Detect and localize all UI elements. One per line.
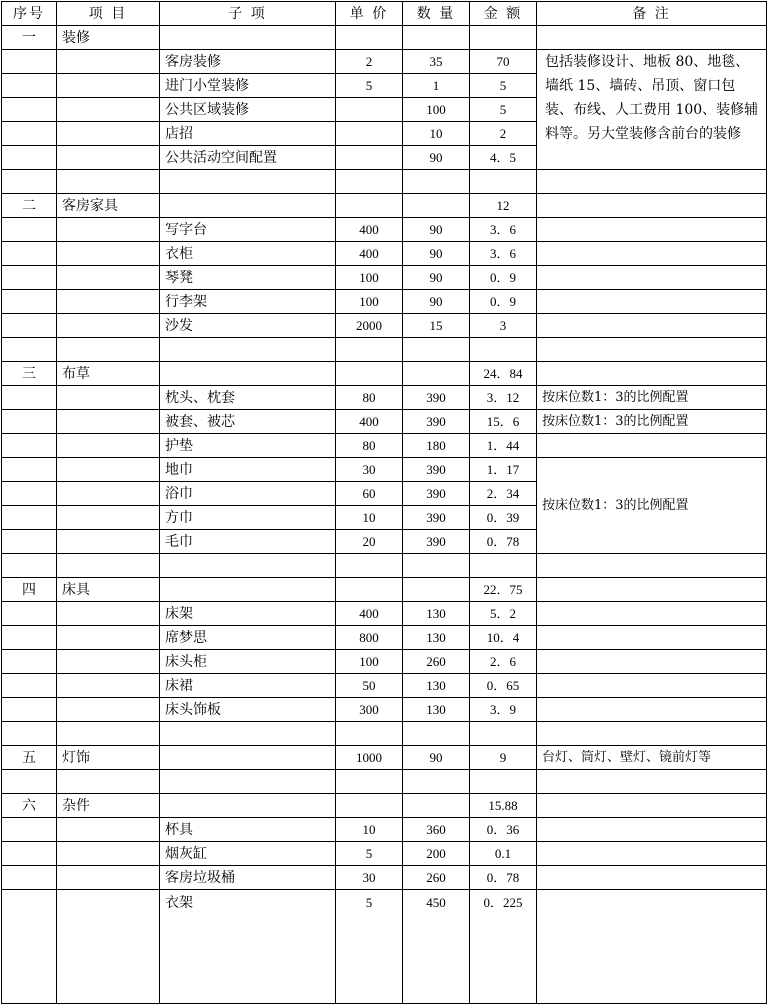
section-qty	[403, 578, 470, 602]
item-name: 烟灰缸	[160, 842, 336, 866]
section-subitem	[160, 194, 336, 218]
section-qty	[403, 794, 470, 818]
item-qty: 450	[403, 890, 470, 1004]
header-row	[2, 2, 767, 26]
item-name: 客房垃圾桶	[160, 866, 336, 890]
item-name: 衣架	[160, 890, 336, 1004]
item-no	[2, 314, 57, 338]
item-category	[57, 410, 160, 434]
item-name: 公共活动空间配置	[160, 146, 336, 170]
section-note: 台灯、筒灯、壁灯、镜前灯等	[537, 746, 767, 770]
item-amount: 5．2	[470, 602, 537, 626]
item-price: 80	[336, 386, 403, 410]
item-name: 写字台	[160, 218, 336, 242]
blank-row	[2, 170, 767, 194]
item-name: 公共区域装修	[160, 98, 336, 122]
item-category	[57, 74, 160, 98]
section-name: 杂件	[57, 794, 160, 818]
section-no: 三	[2, 362, 57, 386]
blank-cell	[336, 338, 403, 362]
blank-cell	[470, 170, 537, 194]
blank-row	[2, 722, 767, 746]
header-amount: 金 额	[470, 2, 537, 26]
section-qty	[403, 362, 470, 386]
item-name: 床头饰板	[160, 698, 336, 722]
header-subitem: 子 项	[160, 2, 336, 26]
item-qty: 390	[403, 386, 470, 410]
section-row	[2, 794, 767, 818]
blank-row	[2, 338, 767, 362]
section-note	[537, 362, 767, 386]
item-name: 杯具	[160, 818, 336, 842]
item-no	[2, 50, 57, 74]
item-no	[2, 626, 57, 650]
header-qty: 数 量	[403, 2, 470, 26]
section-amount: 24．84	[470, 362, 537, 386]
blank-cell	[2, 338, 57, 362]
item-qty: 180	[403, 434, 470, 458]
item-no	[2, 98, 57, 122]
item-category	[57, 50, 160, 74]
item-amount: 10．4	[470, 626, 537, 650]
item-price: 30	[336, 458, 403, 482]
blank-cell	[470, 722, 537, 746]
item-amount: 3．6	[470, 242, 537, 266]
item-no	[2, 842, 57, 866]
section-name: 客房家具	[57, 194, 160, 218]
item-no	[2, 290, 57, 314]
item-no	[2, 218, 57, 242]
item-row	[2, 218, 767, 242]
item-qty: 390	[403, 410, 470, 434]
item-category	[57, 434, 160, 458]
section-price	[336, 794, 403, 818]
item-note	[537, 602, 767, 626]
section-qty	[403, 194, 470, 218]
blank-cell	[57, 554, 160, 578]
item-row	[2, 386, 767, 410]
item-category	[57, 530, 160, 554]
item-qty: 260	[403, 650, 470, 674]
item-note	[537, 242, 767, 266]
item-category	[57, 698, 160, 722]
item-note	[537, 290, 767, 314]
item-row	[2, 50, 767, 74]
item-note: 包括装修设计、地板 80、地毯、墙纸 15、墙砖、吊顶、窗口包装、布线、人工费用 100、装修辅料等。另大堂装修含前台的装修	[537, 50, 767, 170]
item-qty: 100	[403, 98, 470, 122]
item-amount: 3．12	[470, 386, 537, 410]
section-row	[2, 194, 767, 218]
section-no: 六	[2, 794, 57, 818]
section-name: 装修	[57, 26, 160, 50]
blank-cell	[537, 770, 767, 794]
section-note	[537, 578, 767, 602]
blank-cell	[57, 722, 160, 746]
item-price: 2	[336, 50, 403, 74]
blank-cell	[336, 770, 403, 794]
blank-cell	[336, 170, 403, 194]
section-row	[2, 578, 767, 602]
item-note	[537, 266, 767, 290]
item-no	[2, 698, 57, 722]
blank-cell	[403, 338, 470, 362]
blank-cell	[470, 338, 537, 362]
item-category	[57, 386, 160, 410]
section-note	[537, 194, 767, 218]
item-row	[2, 674, 767, 698]
item-row	[2, 626, 767, 650]
budget-table	[1, 1, 767, 1004]
section-row	[2, 26, 767, 50]
blank-cell	[537, 170, 767, 194]
item-name: 客房装修	[160, 50, 336, 74]
item-name: 琴凳	[160, 266, 336, 290]
section-price	[336, 194, 403, 218]
blank-cell	[336, 722, 403, 746]
item-row	[2, 290, 767, 314]
item-price: 60	[336, 482, 403, 506]
item-amount: 0．65	[470, 674, 537, 698]
item-no	[2, 650, 57, 674]
item-row	[2, 842, 767, 866]
item-row	[2, 434, 767, 458]
section-note	[537, 26, 767, 50]
item-name: 店招	[160, 122, 336, 146]
item-price: 2000	[336, 314, 403, 338]
blank-cell	[160, 554, 336, 578]
item-price: 100	[336, 650, 403, 674]
item-name: 护垫	[160, 434, 336, 458]
blank-cell	[403, 770, 470, 794]
item-no	[2, 146, 57, 170]
item-price: 400	[336, 218, 403, 242]
blank-row	[2, 554, 767, 578]
item-price: 100	[336, 266, 403, 290]
item-category	[57, 842, 160, 866]
item-price: 50	[336, 674, 403, 698]
item-amount: 70	[470, 50, 537, 74]
item-qty: 390	[403, 506, 470, 530]
item-no	[2, 674, 57, 698]
blank-cell	[470, 554, 537, 578]
item-qty: 130	[403, 626, 470, 650]
item-row	[2, 410, 767, 434]
item-category	[57, 314, 160, 338]
item-price: 80	[336, 434, 403, 458]
section-subitem	[160, 578, 336, 602]
item-amount: 2．6	[470, 650, 537, 674]
item-name: 行李架	[160, 290, 336, 314]
item-category	[57, 890, 160, 1004]
item-no	[2, 866, 57, 890]
blank-cell	[470, 770, 537, 794]
section-name: 床具	[57, 578, 160, 602]
section-no: 二	[2, 194, 57, 218]
item-note	[537, 674, 767, 698]
item-amount: 0．36	[470, 818, 537, 842]
blank-cell	[336, 554, 403, 578]
section-no: 五	[2, 746, 57, 770]
item-category	[57, 98, 160, 122]
item-price: 5	[336, 842, 403, 866]
item-price	[336, 146, 403, 170]
item-price: 400	[336, 410, 403, 434]
section-price	[336, 26, 403, 50]
item-qty: 90	[403, 146, 470, 170]
item-amount: 15．6	[470, 410, 537, 434]
item-row	[2, 698, 767, 722]
section-qty	[403, 26, 470, 50]
blank-row	[2, 770, 767, 794]
item-no	[2, 506, 57, 530]
item-price: 800	[336, 626, 403, 650]
item-amount: 0．9	[470, 266, 537, 290]
section-amount	[470, 26, 537, 50]
item-amount: 1．17	[470, 458, 537, 482]
section-amount: 9	[470, 746, 537, 770]
blank-cell	[403, 722, 470, 746]
item-price: 10	[336, 506, 403, 530]
blank-cell	[160, 170, 336, 194]
item-note	[537, 434, 767, 458]
item-name: 衣柜	[160, 242, 336, 266]
blank-cell	[2, 722, 57, 746]
blank-cell	[160, 722, 336, 746]
item-qty: 1	[403, 74, 470, 98]
item-amount: 3．9	[470, 698, 537, 722]
blank-cell	[537, 554, 767, 578]
item-row	[2, 314, 767, 338]
item-note	[537, 626, 767, 650]
item-no	[2, 890, 57, 1004]
section-price	[336, 362, 403, 386]
item-name: 被套、被芯	[160, 410, 336, 434]
section-qty: 90	[403, 746, 470, 770]
item-qty: 260	[403, 866, 470, 890]
item-category	[57, 650, 160, 674]
blank-cell	[57, 770, 160, 794]
item-row	[2, 242, 767, 266]
section-name: 布草	[57, 362, 160, 386]
section-note	[537, 794, 767, 818]
section-no: 四	[2, 578, 57, 602]
item-amount: 5	[470, 98, 537, 122]
item-note	[537, 218, 767, 242]
item-name: 方巾	[160, 506, 336, 530]
item-price: 5	[336, 890, 403, 1004]
item-note	[537, 650, 767, 674]
item-qty: 90	[403, 266, 470, 290]
blank-cell	[403, 170, 470, 194]
item-name: 床架	[160, 602, 336, 626]
item-qty: 390	[403, 458, 470, 482]
header-note: 备 注	[537, 2, 767, 26]
item-qty: 390	[403, 482, 470, 506]
blank-cell	[2, 554, 57, 578]
section-no: 一	[2, 26, 57, 50]
item-amount: 0．39	[470, 506, 537, 530]
item-note	[537, 314, 767, 338]
blank-cell	[537, 722, 767, 746]
item-amount: 1．44	[470, 434, 537, 458]
item-amount: 4．5	[470, 146, 537, 170]
item-name: 床裙	[160, 674, 336, 698]
item-price: 20	[336, 530, 403, 554]
item-qty: 10	[403, 122, 470, 146]
item-name: 床头柜	[160, 650, 336, 674]
item-name: 沙发	[160, 314, 336, 338]
item-name: 浴巾	[160, 482, 336, 506]
section-name: 灯饰	[57, 746, 160, 770]
item-qty: 15	[403, 314, 470, 338]
item-amount: 3．6	[470, 218, 537, 242]
item-qty: 90	[403, 242, 470, 266]
item-no	[2, 530, 57, 554]
item-note: 按床位数1：3的比例配置	[537, 410, 767, 434]
item-qty: 90	[403, 218, 470, 242]
item-price: 30	[336, 866, 403, 890]
blank-cell	[2, 770, 57, 794]
item-note: 按床位数1：3的比例配置	[537, 458, 767, 554]
item-note	[537, 890, 767, 1004]
item-name: 毛巾	[160, 530, 336, 554]
item-amount: 0.1	[470, 842, 537, 866]
item-category	[57, 602, 160, 626]
item-qty: 130	[403, 602, 470, 626]
item-price	[336, 98, 403, 122]
item-amount: 3	[470, 314, 537, 338]
item-category	[57, 122, 160, 146]
item-amount: 2	[470, 122, 537, 146]
section-subitem	[160, 26, 336, 50]
item-price: 300	[336, 698, 403, 722]
item-amount: 0．225	[470, 890, 537, 1004]
item-qty: 200	[403, 842, 470, 866]
item-qty: 90	[403, 290, 470, 314]
item-category	[57, 218, 160, 242]
item-note	[537, 866, 767, 890]
item-category	[57, 626, 160, 650]
blank-cell	[57, 338, 160, 362]
item-row	[2, 866, 767, 890]
item-no	[2, 818, 57, 842]
item-no	[2, 266, 57, 290]
blank-cell	[160, 338, 336, 362]
item-category	[57, 818, 160, 842]
item-qty: 130	[403, 698, 470, 722]
item-qty: 130	[403, 674, 470, 698]
item-amount: 5	[470, 74, 537, 98]
item-qty: 360	[403, 818, 470, 842]
section-amount: 15.88	[470, 794, 537, 818]
item-amount: 0．78	[470, 866, 537, 890]
blank-cell	[2, 170, 57, 194]
item-price: 400	[336, 242, 403, 266]
item-category	[57, 266, 160, 290]
section-subitem	[160, 794, 336, 818]
item-category	[57, 458, 160, 482]
blank-cell	[160, 770, 336, 794]
section-row	[2, 362, 767, 386]
section-subitem	[160, 362, 336, 386]
item-no	[2, 410, 57, 434]
item-name: 进门小堂装修	[160, 74, 336, 98]
item-category	[57, 506, 160, 530]
item-category	[57, 146, 160, 170]
item-price: 400	[336, 602, 403, 626]
item-no	[2, 458, 57, 482]
item-no	[2, 122, 57, 146]
blank-cell	[537, 338, 767, 362]
section-subitem	[160, 746, 336, 770]
item-row	[2, 266, 767, 290]
item-price	[336, 122, 403, 146]
item-no	[2, 602, 57, 626]
item-category	[57, 482, 160, 506]
header-no: 序号	[2, 2, 57, 26]
item-qty: 390	[403, 530, 470, 554]
header-item: 项 目	[57, 2, 160, 26]
item-row	[2, 602, 767, 626]
item-name: 席梦思	[160, 626, 336, 650]
header-price: 单 价	[336, 2, 403, 26]
item-amount: 2．34	[470, 482, 537, 506]
blank-cell	[57, 170, 160, 194]
item-price: 5	[336, 74, 403, 98]
item-qty: 35	[403, 50, 470, 74]
item-name: 枕头、枕套	[160, 386, 336, 410]
item-amount: 0．9	[470, 290, 537, 314]
item-name: 地巾	[160, 458, 336, 482]
section-amount: 12	[470, 194, 537, 218]
item-category	[57, 290, 160, 314]
item-price: 100	[336, 290, 403, 314]
budget-table-body	[2, 2, 767, 1004]
item-note: 按床位数1：3的比例配置	[537, 386, 767, 410]
item-row	[2, 890, 767, 1004]
item-row	[2, 458, 767, 482]
item-note	[537, 842, 767, 866]
item-no	[2, 386, 57, 410]
blank-cell	[403, 554, 470, 578]
section-amount: 22．75	[470, 578, 537, 602]
item-no	[2, 74, 57, 98]
section-price: 1000	[336, 746, 403, 770]
item-category	[57, 242, 160, 266]
item-amount: 0．78	[470, 530, 537, 554]
item-category	[57, 674, 160, 698]
item-note	[537, 818, 767, 842]
item-no	[2, 482, 57, 506]
item-row	[2, 650, 767, 674]
item-row	[2, 818, 767, 842]
item-price: 10	[336, 818, 403, 842]
item-no	[2, 242, 57, 266]
item-no	[2, 434, 57, 458]
section-row	[2, 746, 767, 770]
item-note	[537, 698, 767, 722]
item-category	[57, 866, 160, 890]
section-price	[336, 578, 403, 602]
